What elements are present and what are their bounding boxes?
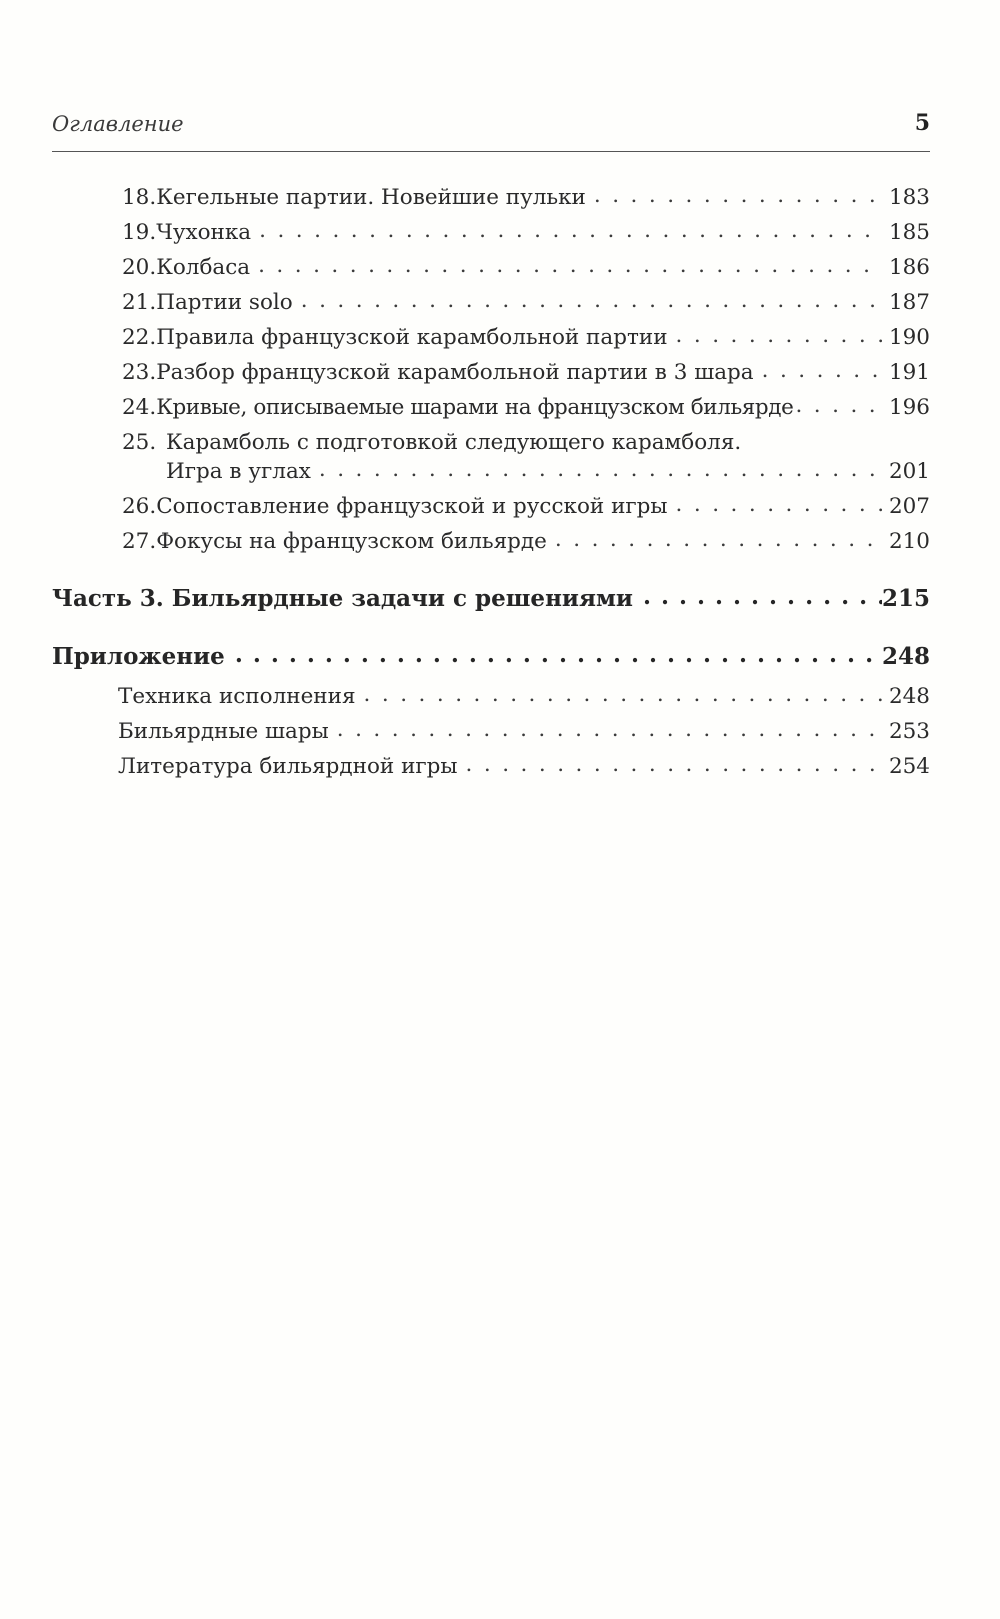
entry-page: 253 bbox=[888, 719, 930, 744]
appendix-heading bbox=[52, 643, 930, 671]
page-number: 5 bbox=[914, 110, 930, 136]
dot-leader bbox=[795, 393, 884, 419]
entry-title: Разбор французской карамбольной партии в 3 шара bbox=[156, 360, 754, 385]
entry-number: 21. bbox=[122, 290, 157, 315]
toc-entry bbox=[122, 360, 930, 386]
toc-entry bbox=[122, 529, 930, 555]
entry-title: Чухонка bbox=[156, 220, 252, 245]
dot-leader bbox=[676, 492, 882, 518]
entry-title: Колбаса bbox=[156, 255, 251, 280]
toc-entry-first-line bbox=[122, 430, 741, 456]
header-rule bbox=[52, 151, 930, 152]
toc-entry bbox=[122, 255, 930, 281]
entry-number: 24. bbox=[122, 395, 157, 420]
entry-title: Правила французской карамбольной партии bbox=[156, 325, 668, 350]
dot-leader bbox=[301, 288, 882, 314]
part-heading bbox=[52, 585, 930, 613]
entry-title-continued: Игра в углах bbox=[166, 459, 311, 484]
appendix-title: Приложение bbox=[52, 643, 225, 670]
dot-leader bbox=[676, 323, 882, 349]
entry-title: Сопоставление французской и русской игры bbox=[156, 494, 668, 519]
toc-entry bbox=[122, 395, 930, 421]
entry-page: 187 bbox=[888, 290, 930, 315]
entry-title: Литература бильярдной игры bbox=[118, 754, 458, 779]
dot-leader bbox=[337, 717, 882, 743]
toc-entry-continuation bbox=[166, 459, 930, 485]
dot-leader bbox=[235, 641, 882, 669]
entry-number: 20. bbox=[122, 255, 157, 280]
entry-number: 23. bbox=[122, 360, 157, 385]
entry-number: 26. bbox=[122, 494, 157, 519]
entry-title: Кривые, описываемые шарами на французском бильярде bbox=[156, 395, 794, 420]
dot-leader bbox=[643, 583, 882, 611]
entry-number: 25. bbox=[122, 430, 157, 455]
part-title: Часть 3. Бильярдные задачи с решениями bbox=[52, 585, 633, 612]
appendix-page: 248 bbox=[881, 643, 930, 670]
running-title: Оглавление bbox=[52, 112, 184, 136]
toc-entry bbox=[122, 220, 930, 246]
entry-number: 22. bbox=[122, 325, 157, 350]
entry-title: Бильярдные шары bbox=[118, 719, 329, 744]
entry-title: Кегельные партии. Новейшие пульки bbox=[156, 185, 586, 210]
entry-number: 27. bbox=[122, 529, 157, 554]
entry-page: 201 bbox=[888, 459, 930, 484]
entry-number: 18. bbox=[122, 185, 157, 210]
dot-leader bbox=[555, 527, 882, 553]
entry-title: Карамболь с подготовкой следующего карамболя. bbox=[166, 430, 742, 455]
entry-page: 207 bbox=[888, 494, 930, 519]
toc-entry bbox=[122, 185, 930, 211]
entry-number: 19. bbox=[122, 220, 157, 245]
entry-page: 186 bbox=[888, 255, 930, 280]
entry-page: 196 bbox=[888, 395, 930, 420]
entry-page: 248 bbox=[888, 684, 930, 709]
dot-leader bbox=[762, 358, 882, 384]
entry-title: Партии solo bbox=[156, 290, 293, 315]
page-header bbox=[52, 106, 930, 148]
part-page: 215 bbox=[881, 585, 930, 612]
dot-leader bbox=[594, 183, 882, 209]
dot-leader bbox=[364, 682, 882, 708]
dot-leader bbox=[466, 752, 882, 778]
appendix-item bbox=[118, 754, 930, 780]
entry-page: 190 bbox=[888, 325, 930, 350]
entry-title: Фокусы на французском бильярде bbox=[156, 529, 547, 554]
appendix-item bbox=[118, 719, 930, 745]
dot-leader bbox=[259, 218, 882, 244]
entry-page: 191 bbox=[888, 360, 930, 385]
entry-page: 185 bbox=[888, 220, 930, 245]
toc-entry bbox=[122, 494, 930, 520]
entry-page: 254 bbox=[888, 754, 930, 779]
toc-entry bbox=[122, 290, 930, 316]
toc-entry bbox=[122, 325, 930, 351]
appendix-item bbox=[118, 684, 930, 710]
entry-title: Техника исполнения bbox=[118, 684, 356, 709]
entry-page: 210 bbox=[888, 529, 930, 554]
dot-leader bbox=[319, 457, 882, 483]
entry-page: 183 bbox=[888, 185, 930, 210]
dot-leader bbox=[258, 253, 882, 279]
